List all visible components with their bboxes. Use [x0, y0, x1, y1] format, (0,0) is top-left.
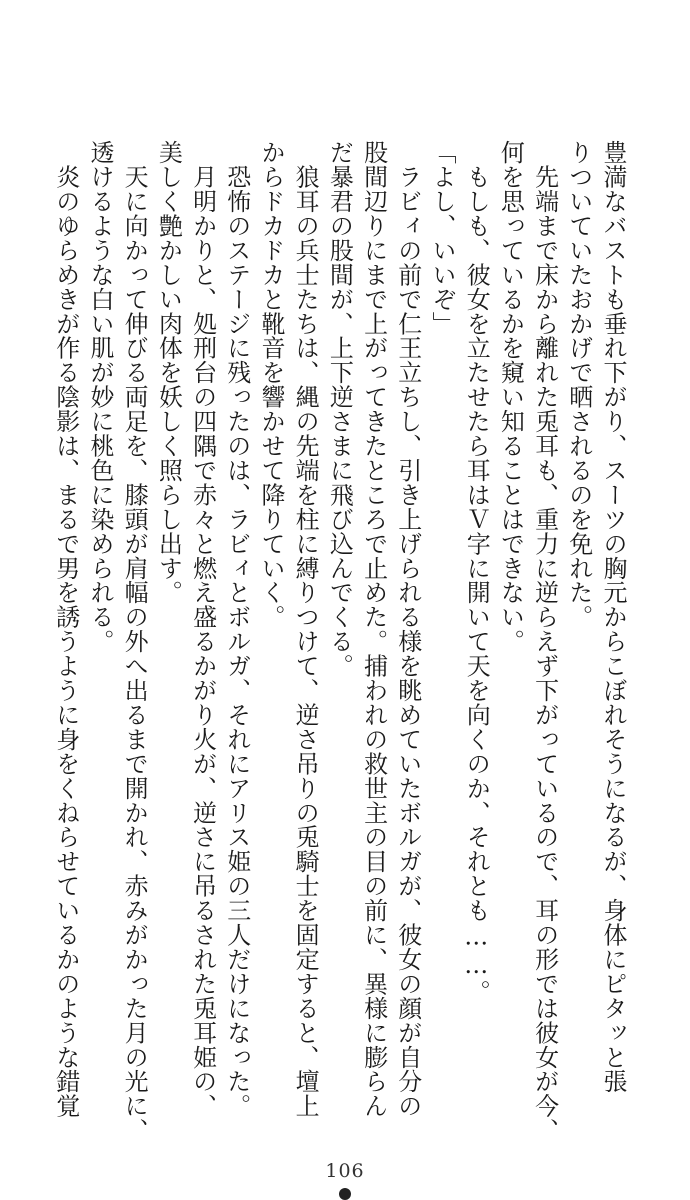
- body-text: [51, 140, 630, 1143]
- text-line: 炎のゆらめきが作る陰影は、まるで男を誘うように身をくねらせているかのような錯覚: [51, 140, 80, 1118]
- text-line: 狼耳の兵士たちは、縄の先端を柱に縛りつけて、逆さ吊りの兎騎士を固定すると、壇上: [291, 140, 320, 1118]
- text-line: 豊満なバストも垂れ下がり、スーツの胸元からこぼれそうになるが、身体にピタッと張: [599, 140, 627, 1094]
- text-line: りついていたおかげで晒されるのを免れた。: [564, 140, 593, 629]
- text-line: だ暴君の股間が、上下逆さまに飛び込んでくる。: [325, 140, 354, 678]
- text-line: もしも、彼女を立たせたら耳はＶ字に開いて天を向くのか、それとも……。: [462, 140, 491, 1004]
- text-line: 何を思っているかを窺い知ることはできない。: [496, 140, 525, 654]
- text-line: 月明かりと、処刑台の四隅で赤々と燃え盛るかがり火が、逆さに吊るされた兎耳姫の、: [188, 140, 217, 1118]
- text-line: 透けるような白い肌が妙に桃色に染められる。: [85, 140, 114, 654]
- text-line: 先端まで床から離れた兎耳も、重力に逆らえず下がっているので、耳の形では彼女が今、: [530, 140, 559, 1143]
- text-line: ラビィの前で仁王立ちし、引き上げられる様を眺めていたボルガが、彼女の顔が自分の: [393, 140, 422, 1119]
- page-number: 106: [325, 1160, 365, 1182]
- text-line: からドカドカと靴音を響かせて降りていく。: [256, 140, 285, 629]
- text-line: 股間辺りにまで上がってきたところで止めた。捕われの救世主の目の前に、異様に膨らん: [359, 140, 388, 1118]
- text-line: 美しく艶かしい肉体を妖しく照らし出す。: [154, 140, 183, 605]
- text-line: 天に向かって伸びる両足を、膝頭が肩幅の外へ出るまで開かれ、赤みがかった月の光に、: [120, 140, 149, 1143]
- page-dot-ornament: [339, 1188, 351, 1200]
- text-line: 「よし、いいぞ」: [427, 140, 456, 336]
- text-line: 恐怖のステージに残ったのは、ラビィとボルガ、それにアリス姫の三人だけになった。: [222, 140, 251, 1118]
